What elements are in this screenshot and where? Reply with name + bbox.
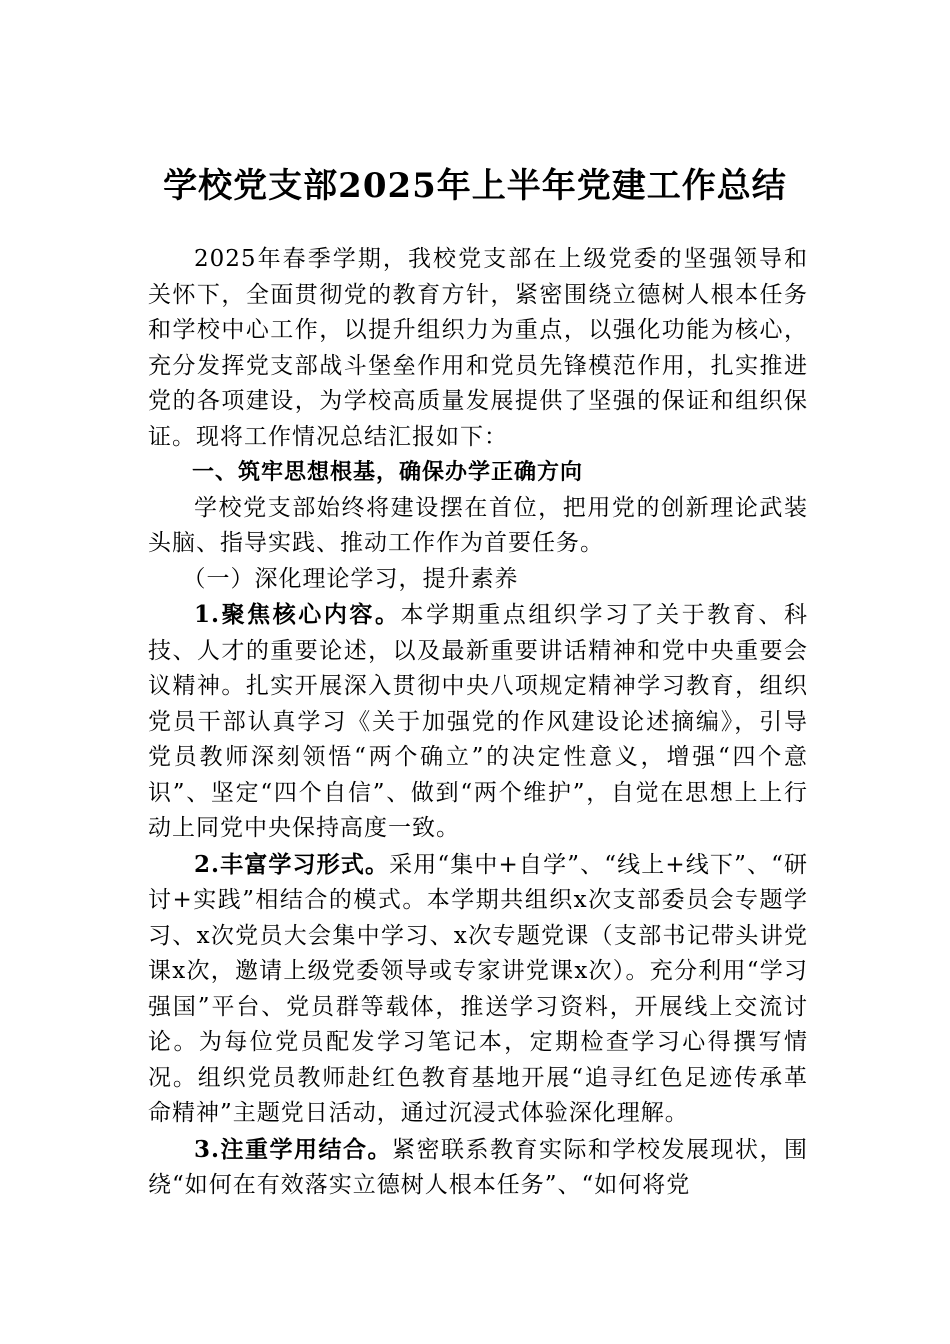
list-item	[148, 1132, 808, 1204]
list-item-lead: 1.聚焦核心内容。	[194, 601, 401, 628]
list-item-lead: 3.注重学用结合。	[194, 1135, 393, 1163]
document-body	[148, 242, 808, 1204]
list-item	[148, 597, 808, 847]
list-item-text: 本学期重点组织学习了关于教育、科技、人才的重要论述，以及最新重要讲话精神和党中央重要会议精神。扎实开展深入贯彻中央八项规定精神学习教育，组织党员干部认真学习《关于加强党的作风建设论述摘编》，引导党员教师深刻领悟“两个确立”的决定性意义，增强“四个意识”、坚定“四个自信”、做到“两个维护”，自觉在思想上上行动上同党中央保持高度一致。	[148, 602, 808, 841]
list-item-lead: 2.丰富学习形式。	[194, 850, 390, 878]
list-item	[148, 847, 808, 1132]
subsection-heading-1: （一）深化理论学习，提升素养	[182, 565, 519, 592]
document-title: 学校党支部2025年上半年党建工作总结	[163, 166, 787, 206]
section-1-intro-paragraph: 学校党支部始终将建设摆在首位，把用党的创新理论武装头脑、指导实践、推动工作作为首要任务。	[148, 494, 808, 556]
list-item-text: 采用“集中+自学”、“线上+线下”、“研讨+实践”相结合的模式。本学期共组织x次支部委员会专题学习、x次党员大会集中学习、x次专题党课（支部书记带头讲党课x次，邀请上级党委领导或专家讲党课x次）。充分利用“学习强国”平台、党员群等载体，推送学习资料，开展线上交流讨论。为每位党员配发学习笔记本，定期检查学习心得撰写情况。组织党员教师赴红色教育基地开展“追寻红色足迹传承革命精神”主题党日活动，通过沉浸式体验深化理解。	[148, 851, 808, 1126]
intro-paragraph: 2025年春季学期，我校党支部在上级党委的坚强领导和关怀下，全面贯彻党的教育方针，紧密围绕立德树人根本任务和学校中心工作，以提升组织力为重点，以强化功能为核心，充分发挥党支部战斗堡垒作用和党员先锋模范作用，扎实推进党的各项建设，为学校高质量发展提供了坚强的保证和组织保证。现将工作情况总结汇报如下：	[148, 246, 808, 450]
list-item-text: 紧密联系教育实际和学校发展现状，围绕“如何在有效落实立德树人根本任务”、“如何将党	[148, 1136, 809, 1198]
section-heading-1: 一、筑牢思想根基，确保办学正确方向	[192, 460, 584, 485]
